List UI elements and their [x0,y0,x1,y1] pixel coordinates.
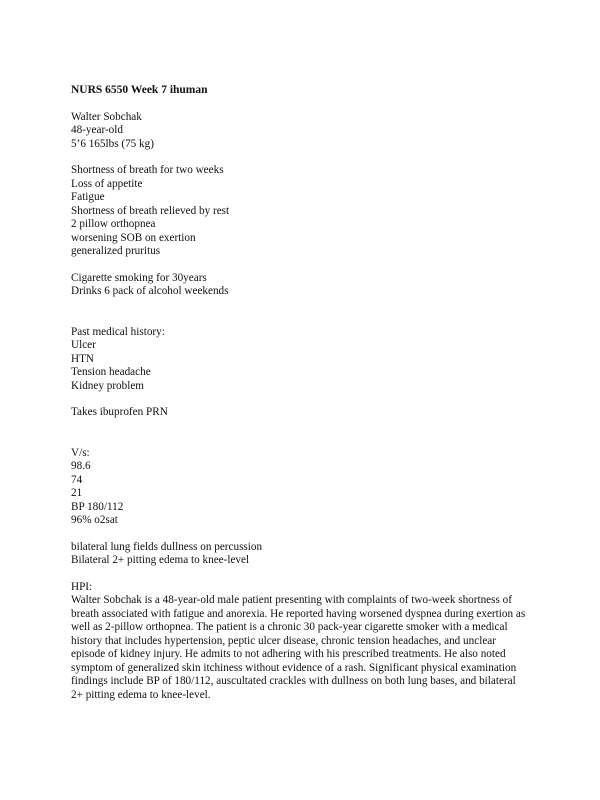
patient-name: Walter Sobchak [71,110,142,123]
exam-finding-item: Bilateral 2+ pitting edema to knee-level [71,554,250,566]
vital-heart-rate: 74 [71,473,83,486]
symptoms-section [71,164,541,259]
pmh-item: Tension headache [71,366,151,378]
patient-age: 48-year-old [71,124,123,136]
past-medical-history-section [71,326,541,394]
hpi-section [71,581,541,703]
patient-info-section [71,111,541,152]
document-content [71,84,541,702]
past-medical-history-label: Past medical history: [71,325,165,338]
pmh-item: Ulcer [71,339,96,351]
vital-oxygen-saturation: 96% o2sat [71,514,118,526]
symptom-item: Fatigue [71,191,105,203]
exam-findings-section [71,541,541,568]
symptom-item: Shortness of breath for two weeks [71,164,224,176]
pmh-item: Kidney problem [71,379,145,392]
symptom-item: 2 pillow orthopnea [71,218,156,230]
social-history-section [71,272,541,299]
hpi-label: HPI: [71,580,93,593]
patient-height-weight: 5’6 165lbs (75 kg) [71,137,154,150]
symptom-item: Loss of appetite [71,177,143,190]
vital-temperature: 98.6 [71,460,91,472]
social-history-item: Drinks 6 pack of alcohol weekends [71,285,229,297]
social-history-item: Cigarette smoking for 30years [71,271,207,284]
symptom-item: generalized pruritus [71,245,161,257]
document-title: NURS 6550 Week 7 ihuman [71,84,208,96]
vital-blood-pressure: BP 180/112 [71,500,124,513]
hpi-paragraph: Walter Sobchak is a 48-year-old male patient presenting with complaints of two-week shortness of breath associated with fatigue and anorexia. He reported having worsened dyspnea during exertion as well as 2-pillow orthopnea. The patient is a chronic 30 pack-year cigarette smoker with a medical history that includes hypertension, peptic ulcer disease, chronic tension headaches, and unclear episode of kidney injury. He admits to not adhering with his prescribed treatments. He also noted symptom of generalized skin itchiness without evidence of a rash. Significant physical examination findings include BP of 180/112, auscultated crackles with dullness on both lung bases, and bilateral 2+ pitting edema to knee-level. [71,594,526,701]
vital-respiratory-rate: 21 [71,487,83,499]
vitals-label: V/s: [71,446,90,459]
symptom-item: Shortness of breath relieved by rest [71,204,230,217]
exam-finding-item: bilateral lung fields dullness on percussion [71,540,263,553]
vitals-section [71,447,541,528]
medication-section [71,406,541,420]
symptom-item: worsening SOB on exertion [71,231,196,244]
pmh-item: HTN [71,352,94,365]
medication-text: Takes ibuprofen PRN [71,406,168,418]
